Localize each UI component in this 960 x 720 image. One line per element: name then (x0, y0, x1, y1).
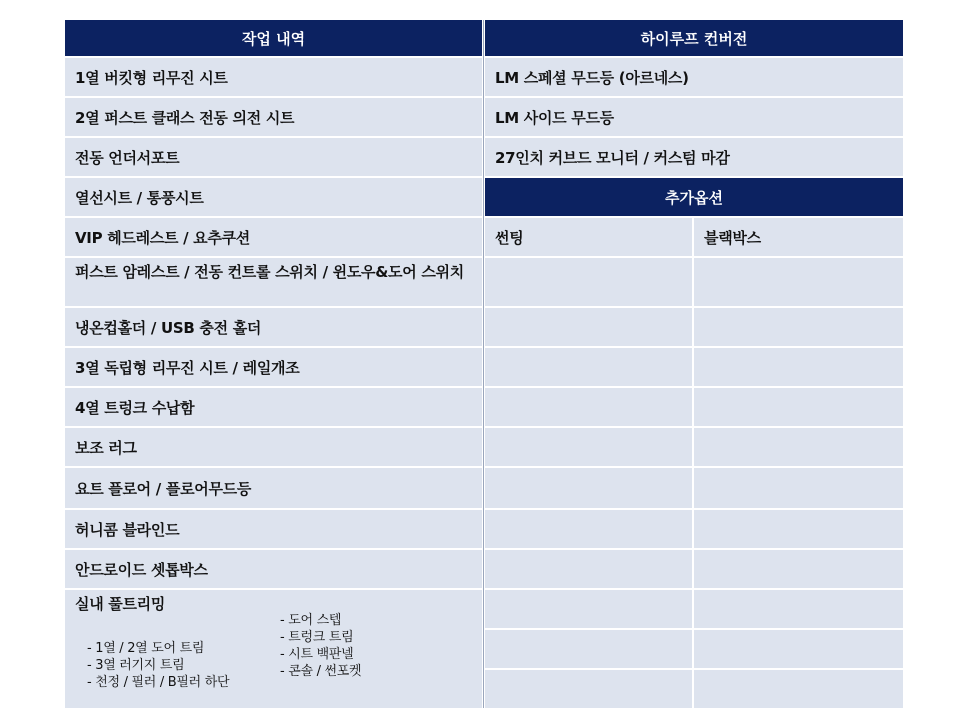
work-row: 2열 퍼스트 클래스 전동 의전 시트 (65, 98, 482, 136)
work-row: 3열 독립형 리무진 시트 / 레일개조 (65, 348, 482, 386)
conversion-row: LM 사이드 무드등 (485, 98, 903, 136)
work-row: VIP 헤드레스트 / 요추쿠션 (65, 218, 482, 256)
work-row: 요트 플로어 / 플로어무드등 (65, 468, 482, 508)
trim-item: - 트렁크 트림 (280, 630, 354, 645)
work-row: 냉온컵홀더 / USB 충전 홀더 (65, 308, 482, 346)
option-blackbox: 블랙박스 (694, 218, 903, 256)
work-row: 4열 트렁크 수납함 (65, 388, 482, 426)
empty-cell (694, 630, 903, 668)
trim-list-right (280, 612, 361, 680)
empty-cell (694, 550, 903, 588)
empty-cell (485, 550, 692, 588)
empty-cell (694, 510, 903, 548)
empty-cell (485, 590, 692, 628)
empty-cell (694, 388, 903, 426)
work-row: 1열 버킷형 리무진 시트 (65, 58, 482, 96)
conversion-row: 27인치 커브드 모니터 / 커스텀 마감 (485, 138, 903, 176)
empty-cell (694, 590, 903, 628)
empty-cell (485, 258, 692, 306)
trim-item: - 천정 / 필러 / B필러 하단 (87, 675, 230, 690)
empty-cell (694, 348, 903, 386)
conversion-row: LM 스페셜 무드등 (아르네스) (485, 58, 903, 96)
trim-item: - 시트 백판넬 (280, 647, 354, 662)
work-history-header: 작업 내역 (65, 20, 482, 56)
work-row: 보조 러그 (65, 428, 482, 466)
work-row: 안드로이드 셋톱박스 (65, 550, 482, 588)
trim-item: - 3열 러기지 트림 (87, 658, 185, 673)
trim-item: - 1열 / 2열 도어 트림 (87, 641, 205, 656)
work-list-table (65, 20, 903, 708)
empty-cell (485, 348, 692, 386)
empty-cell (694, 308, 903, 346)
empty-cell (485, 428, 692, 466)
empty-cell (694, 258, 903, 306)
interior-trim-row (65, 590, 482, 708)
empty-cell (694, 670, 903, 708)
empty-cell (485, 510, 692, 548)
trim-item: - 콘솔 / 썬포켓 (280, 664, 362, 679)
work-row: 전동 언더서포트 (65, 138, 482, 176)
empty-cell (694, 428, 903, 466)
empty-cell (485, 388, 692, 426)
trim-list-left (87, 640, 229, 691)
column-divider (483, 20, 484, 708)
empty-cell (485, 670, 692, 708)
high-roof-header: 하이루프 컨버전 (485, 20, 903, 56)
empty-cell (485, 308, 692, 346)
work-row: 허니콤 블라인드 (65, 510, 482, 548)
trim-item: - 도어 스텝 (280, 613, 342, 628)
work-row: 열선시트 / 통풍시트 (65, 178, 482, 216)
options-header: 추가옵션 (485, 178, 903, 216)
work-row: 퍼스트 암레스트 / 전동 컨트롤 스위치 / 윈도우&도어 스위치 (65, 258, 482, 306)
empty-cell (485, 630, 692, 668)
empty-cell (694, 468, 903, 508)
empty-cell (485, 468, 692, 508)
interior-trim-title: 실내 풀트리밍 (75, 595, 166, 613)
option-tinting: 썬팅 (485, 218, 692, 256)
